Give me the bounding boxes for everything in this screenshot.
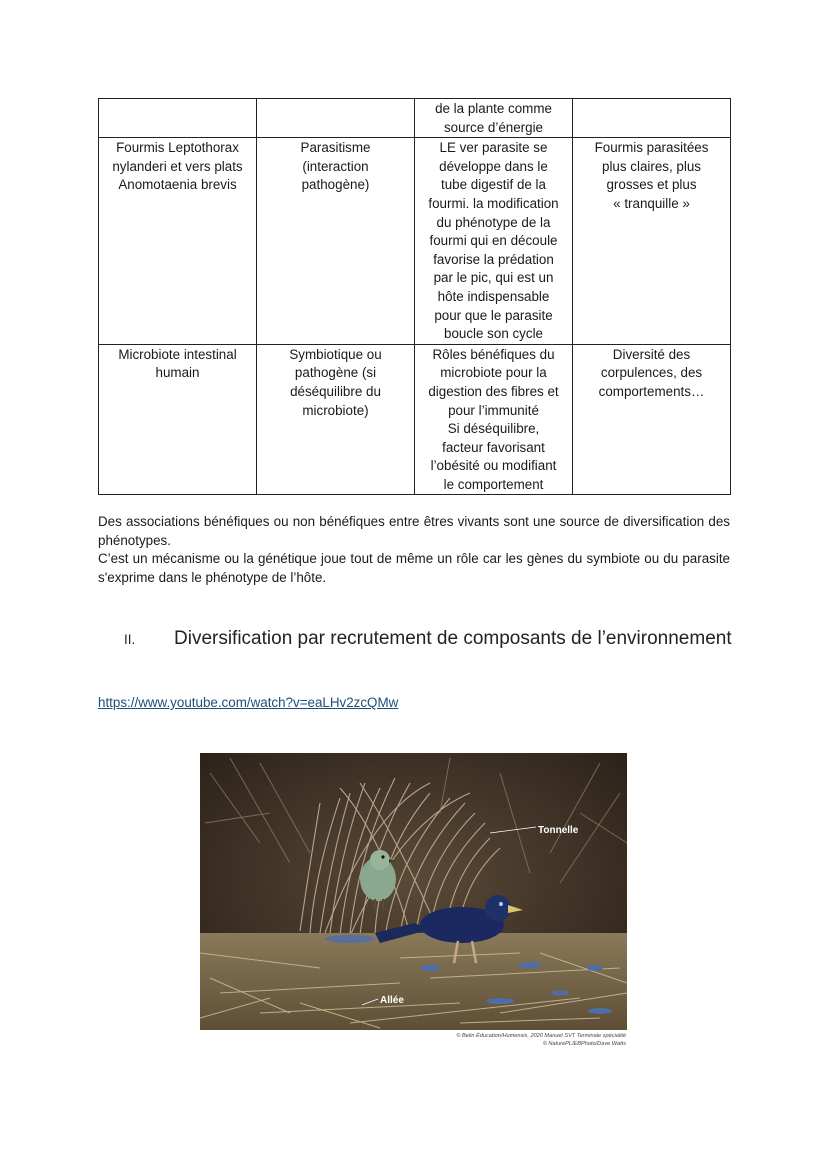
paragraph-line: Des associations bénéfiques ou non bénéfiques entre êtres vivants sont une source de diversification des phénotypes. (98, 514, 730, 548)
label-tonnelle: Tonnelle (538, 825, 579, 836)
table-cell (99, 99, 257, 138)
table-cell: Symbiotique ou pathogène (si déséquilibre du microbiote) (257, 344, 415, 495)
bowerbird-photo (200, 753, 627, 1030)
youtube-link[interactable]: https://www.youtube.com/watch?v=eaLHv2zcQMw (98, 695, 399, 710)
table-cell: Parasitisme (interaction pathogène) (257, 138, 415, 345)
conclusion-paragraph (98, 513, 730, 587)
bowerbird-illustration (200, 753, 627, 1030)
table-cell: de la plante comme source d’énergie (415, 99, 573, 138)
association-table (98, 98, 731, 495)
table-cell: Fourmis parasitées plus claires, plus grosses et plus « tranquille » (573, 138, 731, 345)
table-cell: Diversité des corpulences, des comportements… (573, 344, 731, 495)
table-cell: Rôles bénéfiques du microbiote pour la digestion des fibres et pour l’immunité Si déséquilibre, facteur favorisant l’obésité ou modifiant le comportement (415, 344, 573, 495)
table-row (99, 138, 731, 345)
label-allee: Allée (380, 995, 404, 1006)
table-cell: LE ver parasite se développe dans le tube digestif de la fourmi. la modification du phénotype de la fourmi qui en découle favorise la prédation par le pic, qui est un hôte indispensable pour que le parasite boucle son cycle (415, 138, 573, 345)
section-title: Diversification par recrutement de composants de l’environnement (174, 628, 732, 649)
table-cell (257, 99, 415, 138)
table-cell: Fourmis Leptothorax nylanderi et vers plats Anomotaenia brevis (99, 138, 257, 345)
table-cell (573, 99, 731, 138)
section-number: II. (124, 632, 136, 647)
table-row (99, 99, 731, 138)
credit-line: © NaturePL/EBPhoto/Dave Watts (542, 1040, 626, 1047)
photo-credit (380, 1033, 626, 1048)
section-heading (124, 626, 764, 653)
table-row (99, 344, 731, 495)
credit-line: © Belin Éducation/Humensis, 2020 Manuel SVT Terminale spécialité (456, 1033, 626, 1039)
paragraph-line: C’est un mécanisme ou la génétique joue tout de même un rôle car les gènes du symbiote ou du parasite s'exprime dans le phénotype de l’hôte. (98, 551, 730, 585)
table-cell: Microbiote intestinal humain (99, 344, 257, 495)
